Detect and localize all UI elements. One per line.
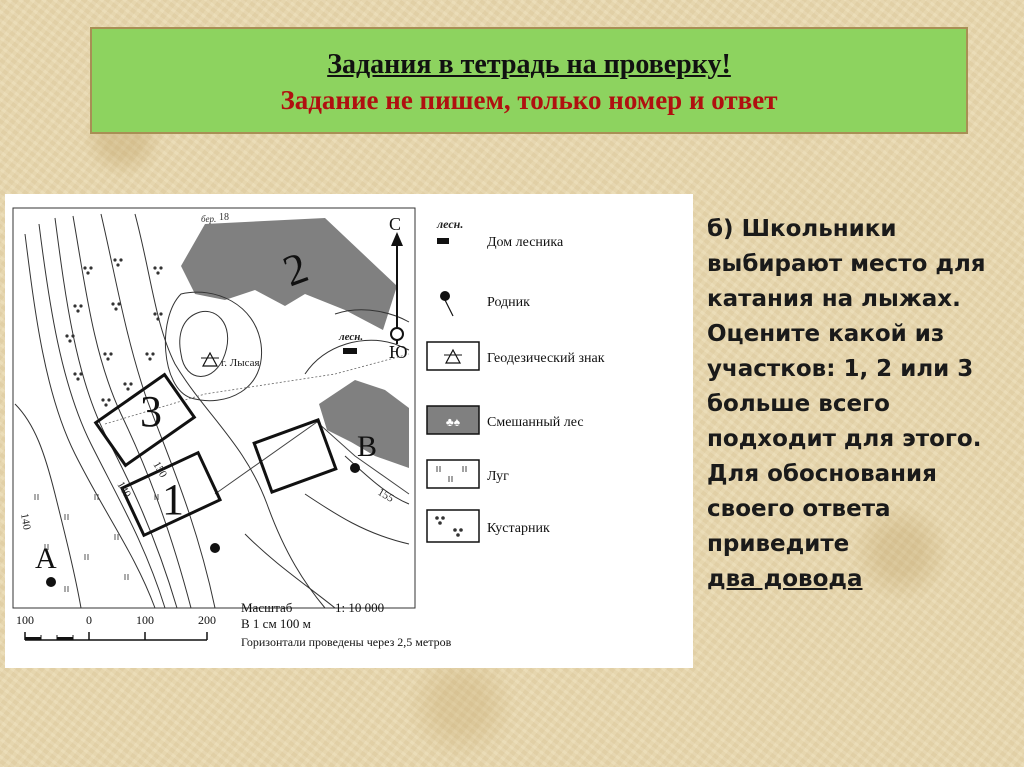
map-svg <box>5 194 693 668</box>
point-b-label: В <box>357 430 378 463</box>
task-line-9: своего ответа <box>707 496 891 522</box>
bank-number: 18 <box>219 212 229 223</box>
contour-label-140: 140 <box>114 479 134 500</box>
legend-label-geodetic: Геодезический знак <box>487 351 605 366</box>
scale-cm: В 1 см 100 м <box>241 616 311 631</box>
task-line-1: б) Школьники <box>707 216 897 242</box>
legend-header: лесн. <box>437 217 464 231</box>
legend-shrub-box <box>427 510 479 542</box>
bank-label: бер. <box>201 214 217 224</box>
legend-geodetic-box <box>427 342 479 370</box>
map-legend <box>427 217 605 542</box>
task-line-7: подходит для этого. <box>707 426 982 452</box>
forester-label-map: лесн. <box>339 331 364 343</box>
legend-house-icon <box>437 238 449 244</box>
point-a-label: А <box>35 542 57 575</box>
compass-spring-icon <box>391 328 403 340</box>
compass-north: С <box>389 214 402 234</box>
plot-2-number: 2 <box>276 242 315 297</box>
point-a-marker <box>46 577 56 587</box>
point-marker-1 <box>210 543 220 553</box>
task-line-2: выбирают место для <box>707 251 986 277</box>
scale-tick-label-3: 200 <box>198 613 216 627</box>
task-line-6: больше всего <box>707 391 890 417</box>
task-underlined: два довода <box>707 566 863 592</box>
header-box <box>90 27 968 134</box>
task-line-10: приведите <box>707 531 850 557</box>
task-line-8: Для обоснования <box>707 461 937 487</box>
contour-label-140-left: 140 <box>18 512 33 531</box>
task-line-5: участков: 1, 2 или 3 <box>707 356 974 382</box>
header-title: Задания в тетрадь на проверку! <box>327 49 731 80</box>
plot-3-number: 3 <box>140 387 162 436</box>
scale-tick-label-2: 100 <box>136 613 154 627</box>
compass-south: Ю <box>389 342 408 362</box>
forester-house-icon <box>343 348 357 354</box>
legend-label-house: Дом лесника <box>487 235 564 250</box>
header-subtitle: Задание не пишем, только номер и ответ <box>280 85 778 115</box>
contour-label-150: 150 <box>150 459 170 480</box>
point-b-marker <box>350 463 360 473</box>
legend-label-meadow: Луг <box>487 469 509 484</box>
scale-contours: Горизонтали проведены через 2,5 метров <box>241 635 452 649</box>
task-text <box>707 212 1017 597</box>
legend-label-shrub: Кустарник <box>487 521 550 536</box>
scale-tick-label-1: 0 <box>86 613 92 627</box>
contour-label-155: 155 <box>375 486 396 505</box>
task-line-4: Оцените какой из <box>707 321 945 347</box>
legend-label-spring: Родник <box>487 295 530 310</box>
task-line-3: катания на лыжах. <box>707 286 961 312</box>
scale-tick-label-0: 100 <box>16 613 34 627</box>
scale-ratio: 1: 10 000 <box>335 600 385 615</box>
hill-label: г. Лысая <box>221 357 260 369</box>
scale-title: Масштаб <box>241 600 293 615</box>
plot-1-number: 1 <box>162 475 184 524</box>
legend-meadow-box <box>427 460 479 488</box>
legend-label-forest: Смешанный лес <box>487 415 584 430</box>
legend-spring-icon <box>440 291 450 301</box>
legend-forest-icon: ♣♠ <box>445 415 461 429</box>
topographic-map <box>5 194 693 668</box>
